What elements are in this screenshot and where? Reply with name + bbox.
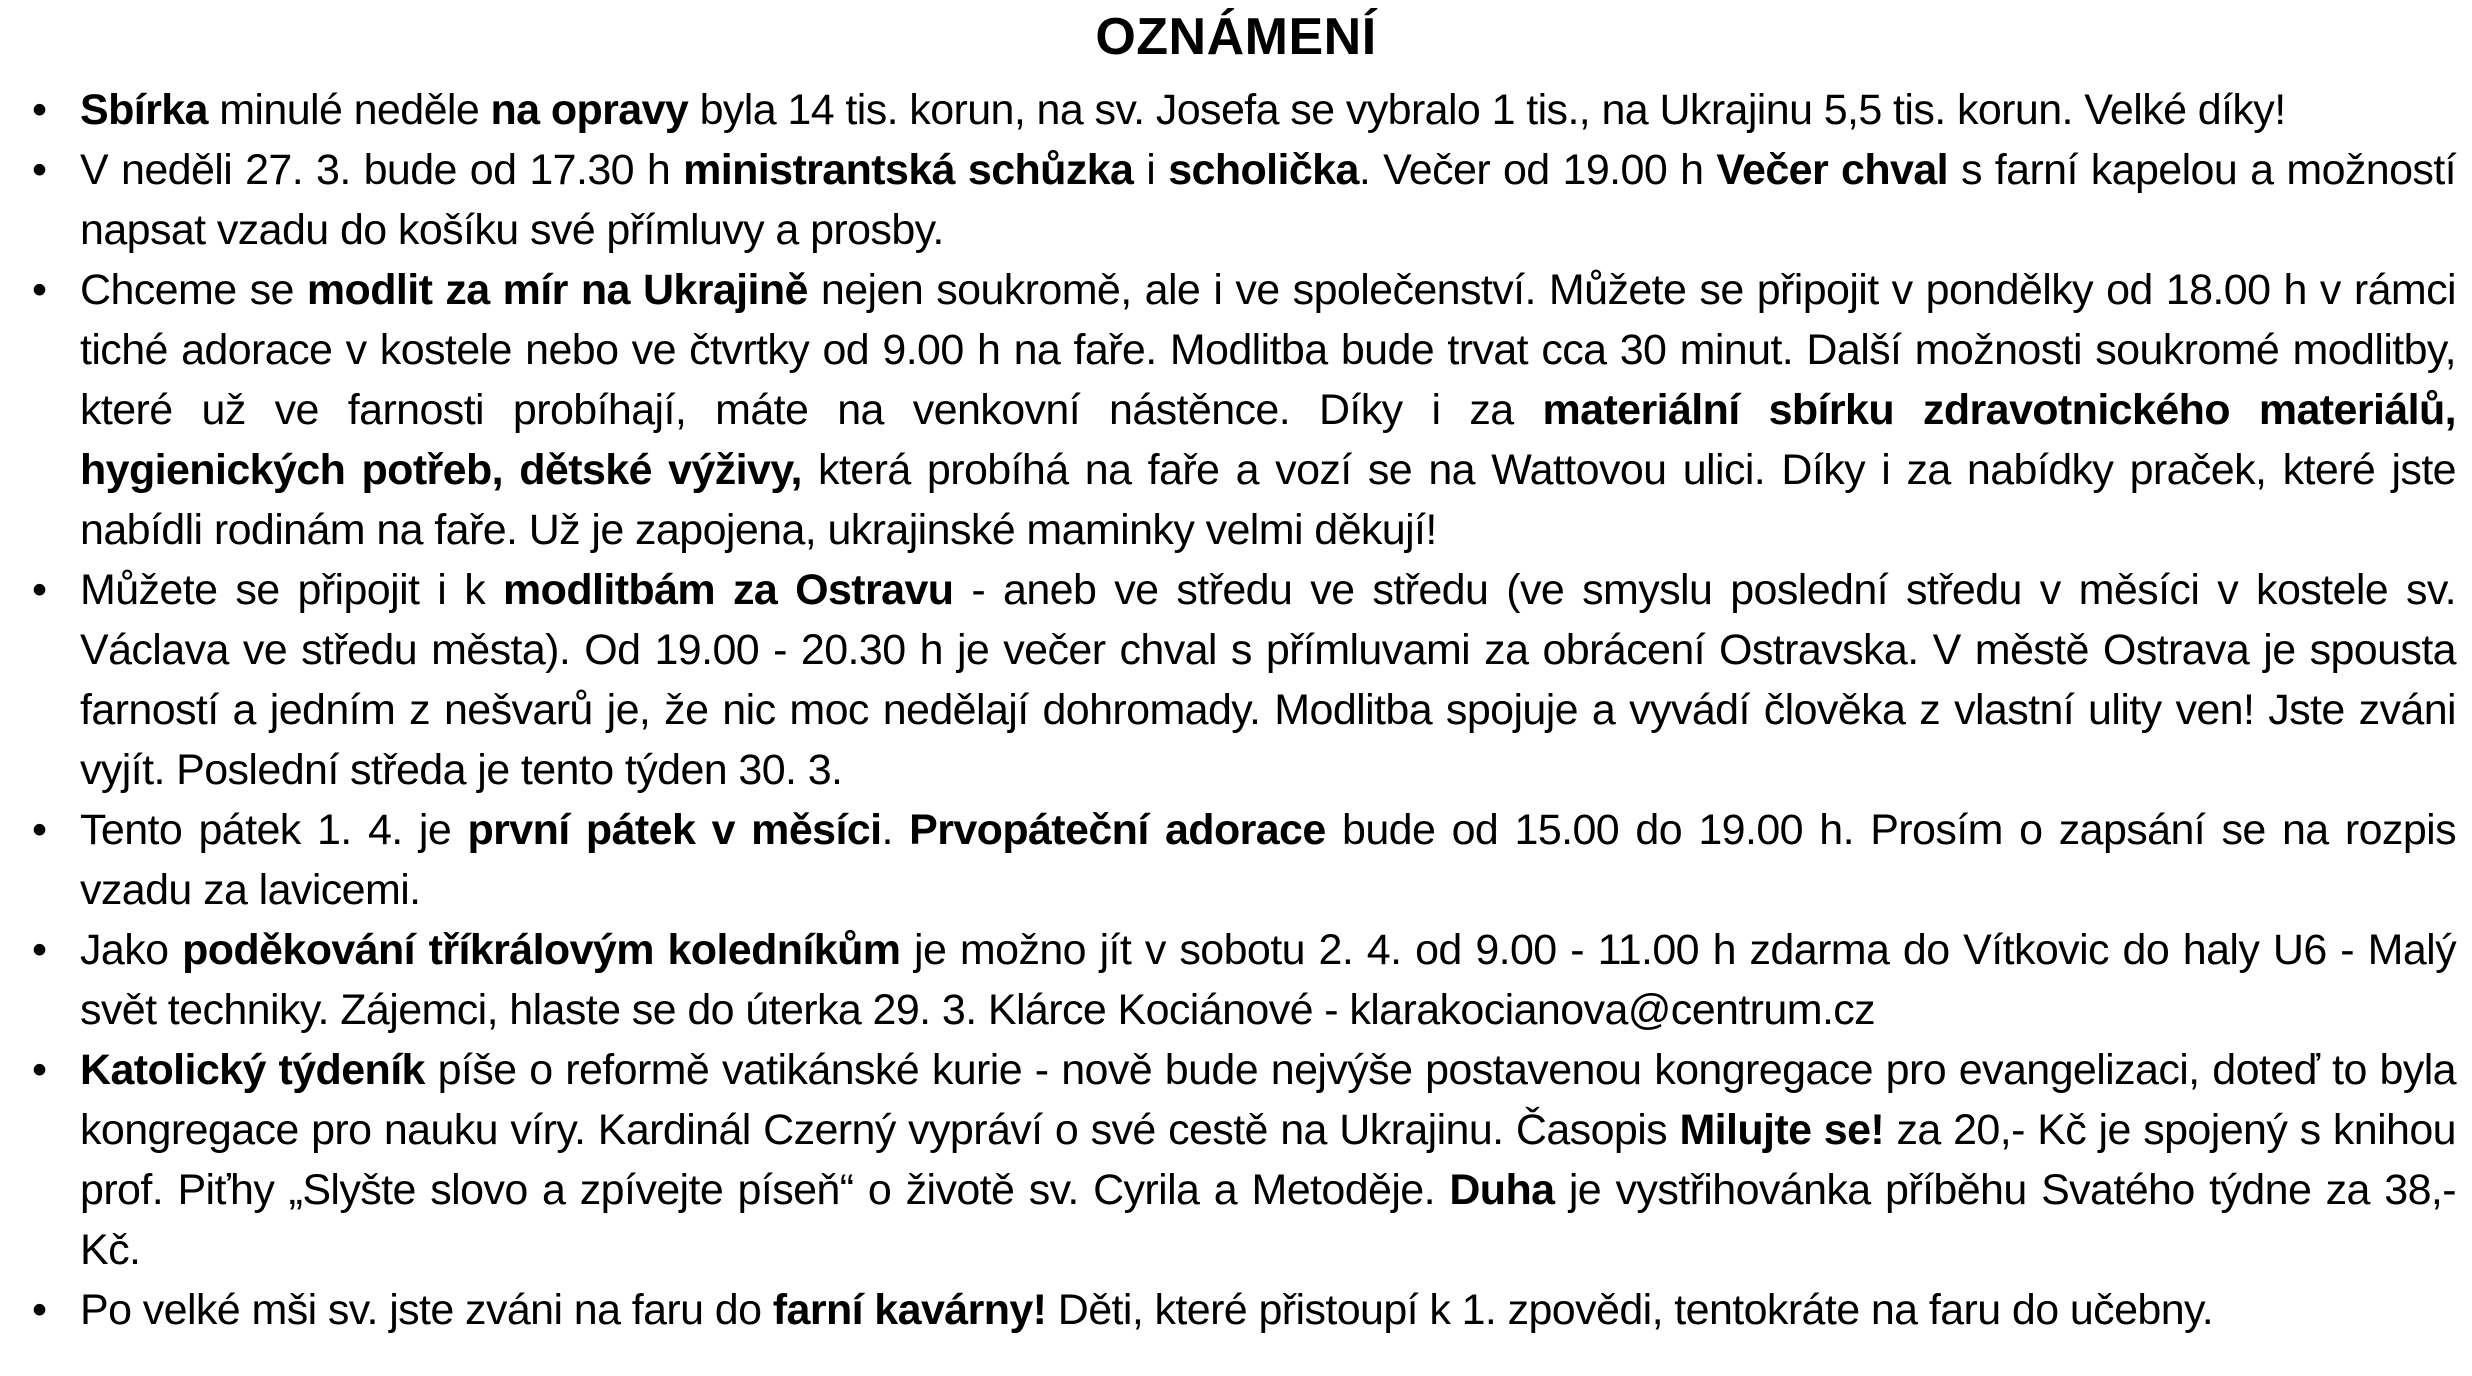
text-segment: Děti, které přistoupí k 1. zpovědi, tentokráte na faru do učebny. bbox=[1046, 1286, 2214, 1334]
bold-text-segment: Večer chval bbox=[1716, 146, 1949, 194]
bold-text-segment: Milujte se! bbox=[1679, 1106, 1885, 1154]
text-segment: Po velké mši sv. jste zváni na faru do bbox=[80, 1286, 773, 1334]
bold-text-segment: farní kavárny! bbox=[772, 1286, 1047, 1334]
text-segment: Můžete se připojit i k bbox=[80, 566, 504, 614]
text-segment: je možno jít v sobotu 2. 4. od 9.00 - 11.00 h zdarma do Vítkovic do haly U6 - Malý svět techniky. Zájemci, hlaste se do úterka 29. 3. Klárce Kociánové - klarakocianova@centrum.cz bbox=[80, 926, 2457, 1034]
text-segment: nejen soukromě, ale i ve společenství. Můžete se připojit v pondělky od 18.00 h v rámci tiché adorace v kostele nebo ve čtvrtky od 9.00 h na faře. Modlitba bude trvat cca 30 minut. Další možnosti soukromé modlitby, které už ve farnosti probíhají, máte na venkovní nástěnce. Díky i za bbox=[80, 266, 2456, 434]
text-segment: která probíhá na faře a vozí se na Wattovou ulici. Díky i za nabídky praček, které jste nabídli rodinám na faře. Už je zapojena, ukrajinské maminky velmi děkují! bbox=[80, 446, 2456, 554]
text-segment: Chceme se bbox=[80, 266, 307, 314]
announcement-item bbox=[80, 140, 2456, 260]
text-segment: minulé neděle bbox=[207, 86, 491, 134]
text-segment: píše o reformě vatikánské kurie - nově bude nejvýše postavenou kongregace pro evangelizaci, doteď to byla kongregace pro nauku víry. Kardinál Czerný vypráví o své cestě na Ukrajinu. Časopis bbox=[80, 1046, 2456, 1154]
announcement-list bbox=[14, 80, 2458, 1340]
announcement-item bbox=[80, 800, 2456, 920]
text-segment: s farní kapelou a možností napsat vzadu do košíku své přímluvy a prosby. bbox=[80, 146, 2457, 254]
text-segment: je vystřihovánka příběhu Svatého týdne za 38,- Kč. bbox=[80, 1166, 2456, 1274]
announcement-item bbox=[80, 560, 2456, 800]
text-segment: Jako bbox=[80, 926, 183, 974]
text-segment: za 20,- Kč je spojený s knihou prof. Piťhy „Slyšte slovo a zpívejte píseň“ o životě sv. Cyrila a Metoděje. bbox=[80, 1106, 2456, 1214]
announcement-item bbox=[80, 1040, 2456, 1280]
bold-text-segment: Katolický týdeník bbox=[80, 1046, 425, 1094]
bold-text-segment: Duha bbox=[1449, 1166, 1555, 1214]
bold-text-segment: modlit za mír na Ukrajině bbox=[306, 266, 808, 314]
text-segment: . Večer od 19.00 h bbox=[1358, 146, 1717, 194]
text-segment: V neděli 27. 3. bude od 17.30 h bbox=[80, 146, 684, 194]
bold-text-segment: modlitbám za Ostravu bbox=[503, 566, 954, 614]
bold-text-segment: první pátek v měsíci bbox=[467, 806, 882, 854]
announcement-item bbox=[80, 920, 2456, 1040]
announcement-item bbox=[80, 260, 2456, 560]
bold-text-segment: na opravy bbox=[490, 86, 689, 134]
text-segment: i bbox=[1133, 146, 1169, 194]
page-title: OZNÁMENÍ bbox=[1095, 8, 1377, 66]
text-segment: . bbox=[881, 806, 910, 854]
bold-text-segment: Prvopáteční adorace bbox=[909, 806, 1326, 854]
bold-text-segment: Sbírka bbox=[80, 86, 208, 134]
text-segment: - aneb ve středu ve středu (ve smyslu poslední středu v měsíci v kostele sv. Václava ve středu města). Od 19.00 - 20.30 h je večer chval s přímluvami za obrácení Ostravska. V městě Ostrava je spousta farností a jedním z nešvarů je, že nic moc nedělají dohromady. Modlitba spojuje a vyvádí člověka z vlastní ulity ven! Jste zváni vyjít. Poslední středa je tento týden 30. 3. bbox=[80, 566, 2456, 794]
bold-text-segment: poděkování tříkrálovým koledníkům bbox=[182, 926, 901, 974]
text-segment: bude od 15.00 do 19.00 h. Prosím o zapsání se na rozpis vzadu za lavicemi. bbox=[80, 806, 2456, 914]
bold-text-segment: materiální sbírku zdravotnického materiálů, hygienických potřeb, dětské výživy, bbox=[80, 386, 2456, 494]
bold-text-segment: scholička bbox=[1168, 146, 1359, 194]
announcement-item bbox=[80, 80, 2456, 140]
text-segment: byla 14 tis. korun, na sv. Josefa se vybralo 1 tis., na Ukrajinu 5,5 tis. korun. Velké díky! bbox=[688, 86, 2286, 134]
bold-text-segment: ministrantská schůzka bbox=[683, 146, 1134, 194]
announcement-item bbox=[80, 1280, 2456, 1340]
text-segment: Tento pátek 1. 4. je bbox=[80, 806, 468, 854]
